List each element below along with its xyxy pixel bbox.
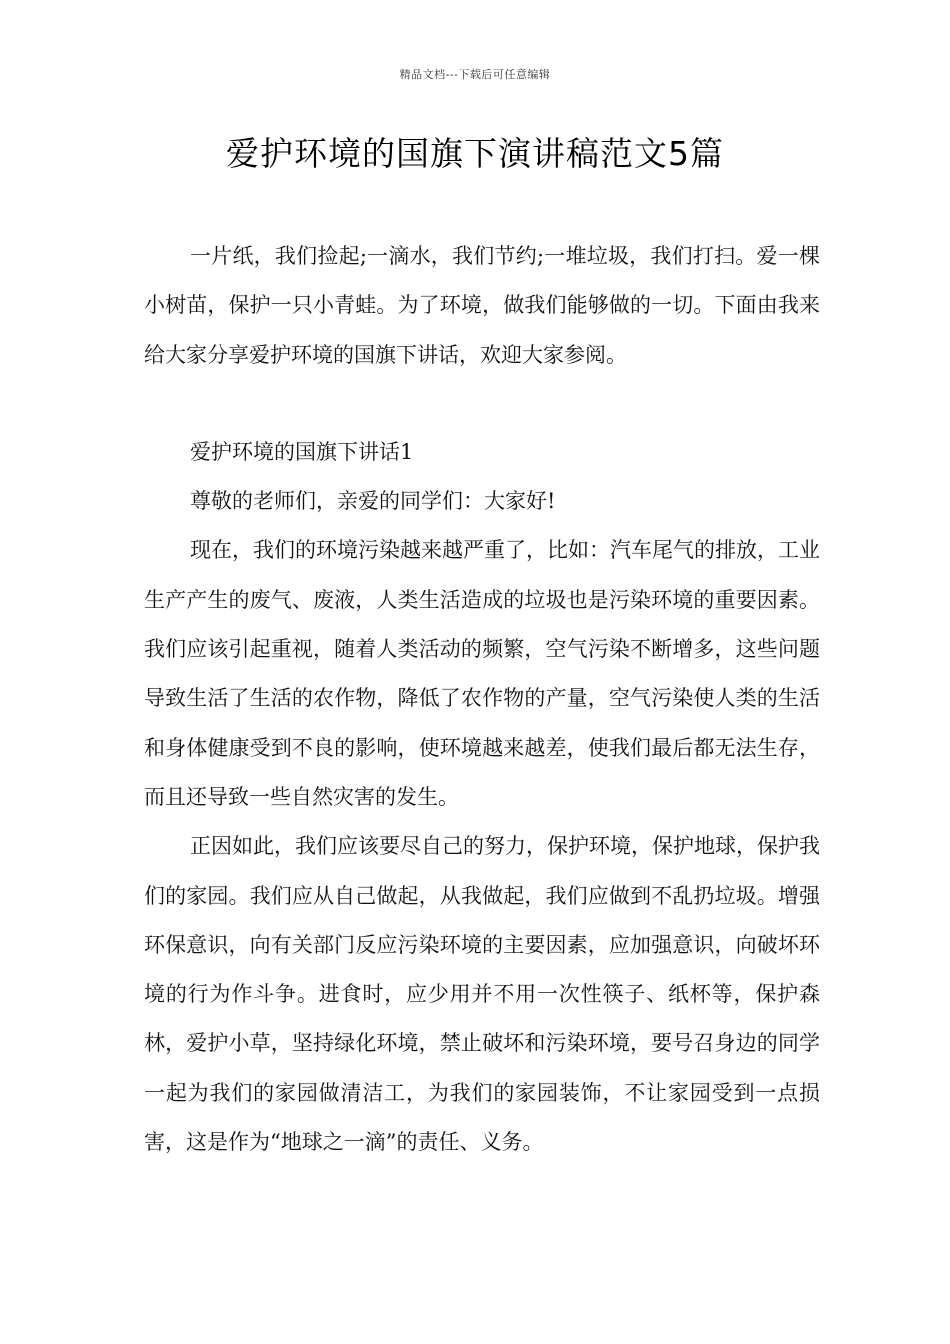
- greeting-paragraph: 尊敬的老师们，亲爱的同学们：大家好!: [190, 489, 556, 514]
- body-paragraph-2: 正因如此，我们应该要尽自己的努力，保护环境，保护地球，保护我们的家园。我们应从自己做起，从我做起，我们应做到不乱扔垃圾。增强环保意识，向有关部门反应污染环境的主要因素，应加强意识，向破坏环境的行为作斗争。进食时，应少用并不用一次性筷子、纸杯等，保护森林，爱护小草，坚持绿化环境，禁止破坏和污染环境，要号召身边的同学一起为我们的家园做清洁工，为我们的家园装饰，不让家园受到一点损害，这是作为“地球之一滴”的责任、义务。: [144, 834, 820, 1155]
- header-note: 精品文档---下载后可任意编辑: [399, 68, 551, 81]
- intro-paragraph: 一片纸，我们捡起;一滴水，我们节约;一堆垃圾，我们打扫。爱一棵小树苗，保护一只小青蛙。为了环境，做我们能够做的一切。下面由我来给大家分享爱护环境的国旗下讲话，欢迎大家参阅。: [144, 244, 820, 367]
- document-title: 爱护环境的国旗下演讲稿范文5篇: [226, 134, 724, 173]
- body-paragraph-1: 现在，我们的环境污染越来越严重了，比如：汽车尾气的排放，工业生产产生的废气、废液，人类生活造成的垃圾也是污染环境的重要因素。我们应该引起重视，随着人类活动的频繁，空气污染不断增多，这些问题导致生活了生活的农作物，降低了农作物的产量，空气污染使人类的生活和身体健康受到不良的影响，使环境越来越差，使我们最后都无法生存，而且还导致一些自然灾害的发生。: [144, 538, 820, 809]
- document-body: [144, 232, 820, 1167]
- section-heading: 爱护环境的国旗下讲话1: [190, 439, 414, 464]
